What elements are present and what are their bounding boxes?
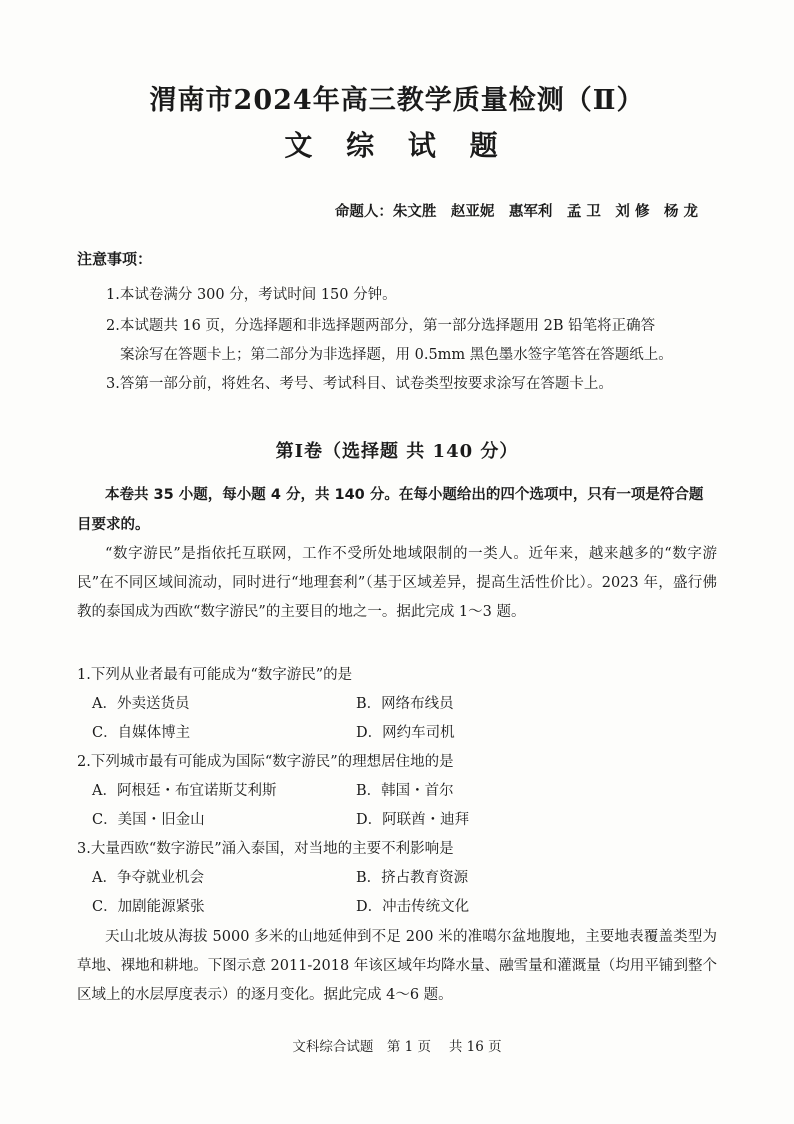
question-1-option-d: D．网约车司机 <box>356 725 455 741</box>
question-3-option-b: B．挤占教育资源 <box>356 870 469 886</box>
notice-item-2 <box>106 312 716 370</box>
question-3-option-d: D．冲击传统文化 <box>356 899 470 915</box>
passage-1: “数字游民”是指依托互联网，工作不受所处地域限制的一类人。近年来，越来越多的“数字游民”在不同区域间流动，同时进行“地理套利”（基于区域差异，提高生活性价比）。2023 年，盛行佛教的泰国成为西欧“数字游民”的主要目的地之一。据此完成 1～3 题。 <box>77 546 717 620</box>
question-2-option-c: C．美国・旧金山 <box>92 812 205 828</box>
page-footer: 文科综合试题 第 1 页 共 16 页 <box>292 1039 502 1055</box>
question-3-stem: 3.大量西欧“数字游民”涌入泰国，对当地的主要不利影响是 <box>77 841 454 857</box>
question-1-option-b: B．网络布线员 <box>356 696 454 712</box>
question-2-option-d: D．阿联酋・迪拜 <box>356 812 470 828</box>
notice-item-2-line-1: 2.本试题共 16 页，分选择题和非选择题两部分，第一部分选择题用 2B 铅笔将正确答 <box>106 318 656 334</box>
notice-item-3: 3.答第一部分前，将姓名、考号、考试科目、试卷类型按要求涂写在答题卡上。 <box>106 376 613 392</box>
question-1-stem: 1.下列从业者最有可能成为“数字游民”的是 <box>77 667 353 683</box>
exam-title: 渭南市2024年高三教学质量检测（Ⅱ） <box>149 85 645 116</box>
notice-heading: 注意事项： <box>77 250 153 268</box>
question-3-option-c: C．加剧能源紧张 <box>92 899 205 915</box>
exam-subtitle: 文 综 试 题 <box>284 129 510 162</box>
authors-line: 命题人：朱文胜 赵亚妮 惠军利 孟 卫 刘 修 杨 龙 <box>334 204 698 220</box>
question-1-option-c: C．自媒体博主 <box>92 725 191 741</box>
section-instructions: 本卷共 35 小题，每小题 4 分，共 140 分。在每小题给出的四个选项中，只有一项是符合题目要求的。 <box>77 487 704 533</box>
question-2-option-b: B．韩国・首尔 <box>356 783 454 799</box>
section-heading: 第Ⅰ卷（选择题 共 140 分） <box>275 441 519 462</box>
passage-2: 天山北坡从海拔 5000 多米的山地延伸到不足 200 米的准噶尔盆地腹地，主要地表覆盖类型为草地、裸地和耕地。下图示意 2011-2018 年该区域年均降水量、融雪量和灌溉量（均用平铺到整个区域上的水层厚度表示）的逐月变化。据此完成 4～6 题。 <box>77 929 717 1003</box>
question-2-stem: 2.下列城市最有可能成为国际“数字游民”的理想居住地的是 <box>77 754 454 770</box>
notice-item-1: 1.本试卷满分 300 分，考试时间 150 分钟。 <box>106 287 397 303</box>
question-2-option-a: A．阿根廷・布宜诺斯艾利斯 <box>92 783 277 799</box>
notice-item-2-line-2: 案涂写在答题卡上；第二部分为非选择题，用 0.5mm 黑色墨水签字笔答在答题纸上。 <box>120 347 673 363</box>
question-1-option-a: A．外卖送货员 <box>92 696 190 712</box>
question-3-option-a: A．争夺就业机会 <box>92 870 204 886</box>
